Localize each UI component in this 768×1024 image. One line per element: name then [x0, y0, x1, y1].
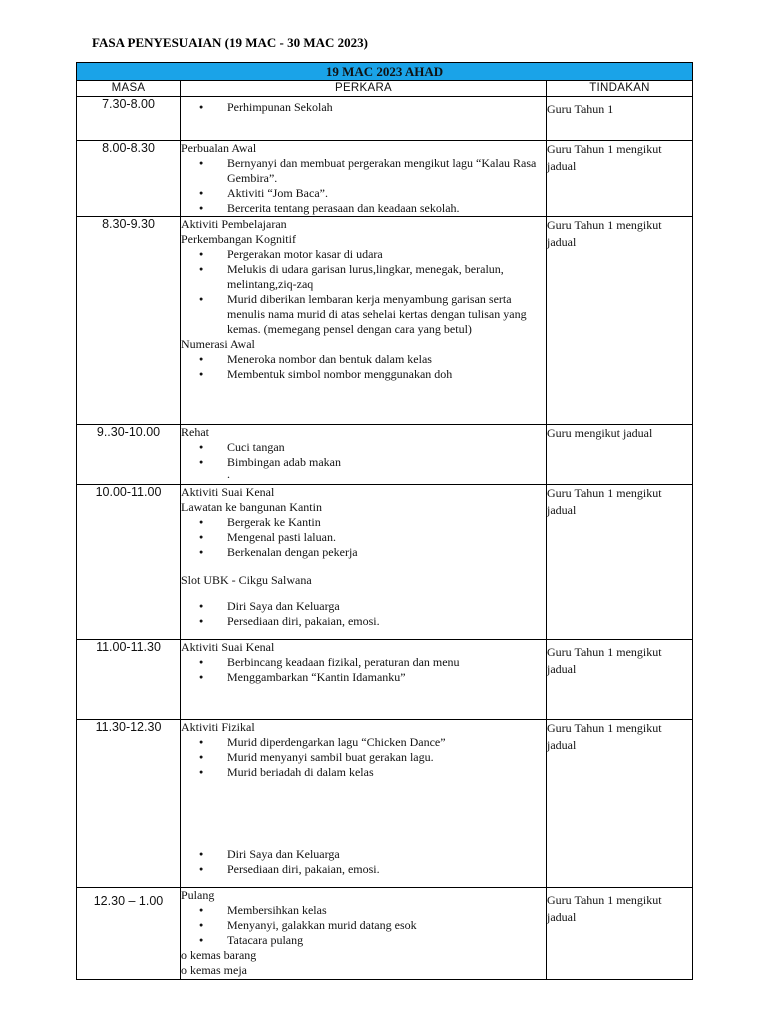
document-heading: FASA PENYESUAIAN (19 MAC - 30 MAC 2023): [92, 35, 368, 50]
list-item: ● Berbincang keadaan fizikal, peraturan dan menu: [227, 655, 546, 670]
sub-item: o kemas meja: [181, 963, 247, 977]
section-subtitle: Slot UBK - Cikgu Salwana: [181, 573, 312, 587]
list-item: ● Membentuk simbol nombor menggunakan doh: [227, 367, 546, 382]
table-row: [77, 720, 693, 888]
time-cell: 8.00-8.30: [77, 141, 181, 217]
bullet-list: [181, 247, 546, 337]
bullet-list: [181, 655, 546, 685]
activity-cell: [181, 141, 547, 217]
action-cell: Guru Tahun 1: [547, 97, 693, 141]
list-item: ● Diri Saya dan Keluarga: [227, 847, 546, 862]
activity-cell: [181, 97, 547, 141]
list-item: ● Murid diberikan lembaran kerja menyambung garisan serta menulis nama murid di atas sehelai kertas dengan tulisan yang kemas. (memegang pensel dengan cara yang betul): [227, 292, 546, 337]
action-cell: Guru mengikut jadual: [547, 425, 693, 485]
section-subtitle: Numerasi Awal: [181, 337, 255, 351]
section-subtitle: Perkembangan Kognitif: [181, 232, 296, 246]
activity-cell: [181, 425, 547, 485]
list-item: ● Menyanyi, galakkan murid datang esok: [227, 918, 546, 933]
time-cell: 11.30-12.30: [77, 720, 181, 888]
list-item: ● Murid menyanyi sambil buat gerakan lagu.: [227, 750, 546, 765]
list-item: ● Aktiviti “Jom Baca”.: [227, 186, 546, 201]
section-title: Aktiviti Suai Kenal: [181, 485, 275, 499]
section-title: Aktiviti Fizikal: [181, 720, 255, 734]
list-item: ● Perhimpunan Sekolah: [227, 100, 546, 115]
list-item: ● Bimbingan adab makan: [227, 455, 546, 470]
table-row: [77, 640, 693, 720]
list-item: ● Bernyanyi dan membuat pergerakan mengikut lagu “Kalau Rasa Gembira”.: [227, 156, 546, 186]
list-item: ● Murid diperdengarkan lagu “Chicken Dance”: [227, 735, 546, 750]
schedule-table: [76, 62, 693, 980]
list-item: ● Diri Saya dan Keluarga: [227, 599, 546, 614]
section-title: Rehat: [181, 425, 209, 439]
bullet-list: [181, 903, 546, 948]
list-item: ● Mengenal pasti laluan.: [227, 530, 546, 545]
bullet-list: [181, 735, 546, 780]
header-perkara: PERKARA: [181, 81, 547, 97]
table-row: [77, 97, 693, 141]
bullet-list: [181, 352, 546, 382]
action-cell: Guru Tahun 1 mengikut jadual: [547, 888, 693, 980]
table-row: [77, 485, 693, 640]
activity-cell: [181, 217, 547, 425]
list-item: ● Persediaan diri, pakaian, emosi.: [227, 614, 546, 629]
list-item: ● Bercerita tentang perasaan dan keadaan sekolah.: [227, 201, 546, 216]
time-cell: 9..30-10.00: [77, 425, 181, 485]
action-cell: Guru Tahun 1 mengikut jadual: [547, 217, 693, 425]
list-item: ● Berkenalan dengan pekerja: [227, 545, 546, 560]
activity-cell: [181, 485, 547, 640]
table-row: [77, 888, 693, 980]
list-item: ● Meneroka nombor dan bentuk dalam kelas: [227, 352, 546, 367]
header-row: [77, 81, 693, 97]
bullet-list: [181, 847, 546, 877]
time-cell: 8.30-9.30: [77, 217, 181, 425]
activity-cell: [181, 720, 547, 888]
header-masa: MASA: [77, 81, 181, 97]
list-item: ● Membersihkan kelas: [227, 903, 546, 918]
trailing-dot: .: [227, 467, 230, 481]
table-row: [77, 217, 693, 425]
activity-cell: [181, 888, 547, 980]
action-cell: Guru Tahun 1 mengikut jadual: [547, 141, 693, 217]
section-title: Aktiviti Pembelajaran: [181, 217, 287, 231]
date-banner: 19 MAC 2023 AHAD: [77, 63, 693, 81]
action-cell: Guru Tahun 1 mengikut jadual: [547, 720, 693, 888]
bullet-list: [181, 515, 546, 560]
list-item: ● Melukis di udara garisan lurus,lingkar, menegak, beralun, melintang,ziq-zaq: [227, 262, 546, 292]
date-banner-row: [77, 63, 693, 81]
list-item: ● Pergerakan motor kasar di udara: [227, 247, 546, 262]
time-cell: 7.30-8.00: [77, 97, 181, 141]
action-cell: Guru Tahun 1 mengikut jadual: [547, 640, 693, 720]
list-item: ● Cuci tangan: [227, 440, 546, 455]
table-row: [77, 425, 693, 485]
list-item: ● Menggambarkan “Kantin Idamanku”: [227, 670, 546, 685]
activity-cell: [181, 640, 547, 720]
table-row: [77, 141, 693, 217]
bullet-list: [181, 100, 546, 115]
time-cell: 11.00-11.30: [77, 640, 181, 720]
section-title: Pulang: [181, 888, 215, 902]
list-item: ● Persediaan diri, pakaian, emosi.: [227, 862, 546, 877]
sub-item: o kemas barang: [181, 948, 257, 962]
bullet-list: [181, 156, 546, 216]
section-title: Perbualan Awal: [181, 141, 257, 155]
bullet-list: [181, 599, 546, 629]
list-item: ● Murid beriadah di dalam kelas: [227, 765, 546, 780]
list-item: ● Tatacara pulang: [227, 933, 546, 948]
list-item: ● Bergerak ke Kantin: [227, 515, 546, 530]
section-title: Aktiviti Suai Kenal: [181, 640, 275, 654]
bullet-list: [181, 440, 546, 470]
time-cell: 12.30 – 1.00: [77, 888, 181, 980]
time-cell: 10.00-11.00: [77, 485, 181, 640]
section-subtitle: Lawatan ke bangunan Kantin: [181, 500, 322, 514]
header-tindakan: TINDAKAN: [547, 81, 693, 97]
action-cell: Guru Tahun 1 mengikut jadual: [547, 485, 693, 640]
